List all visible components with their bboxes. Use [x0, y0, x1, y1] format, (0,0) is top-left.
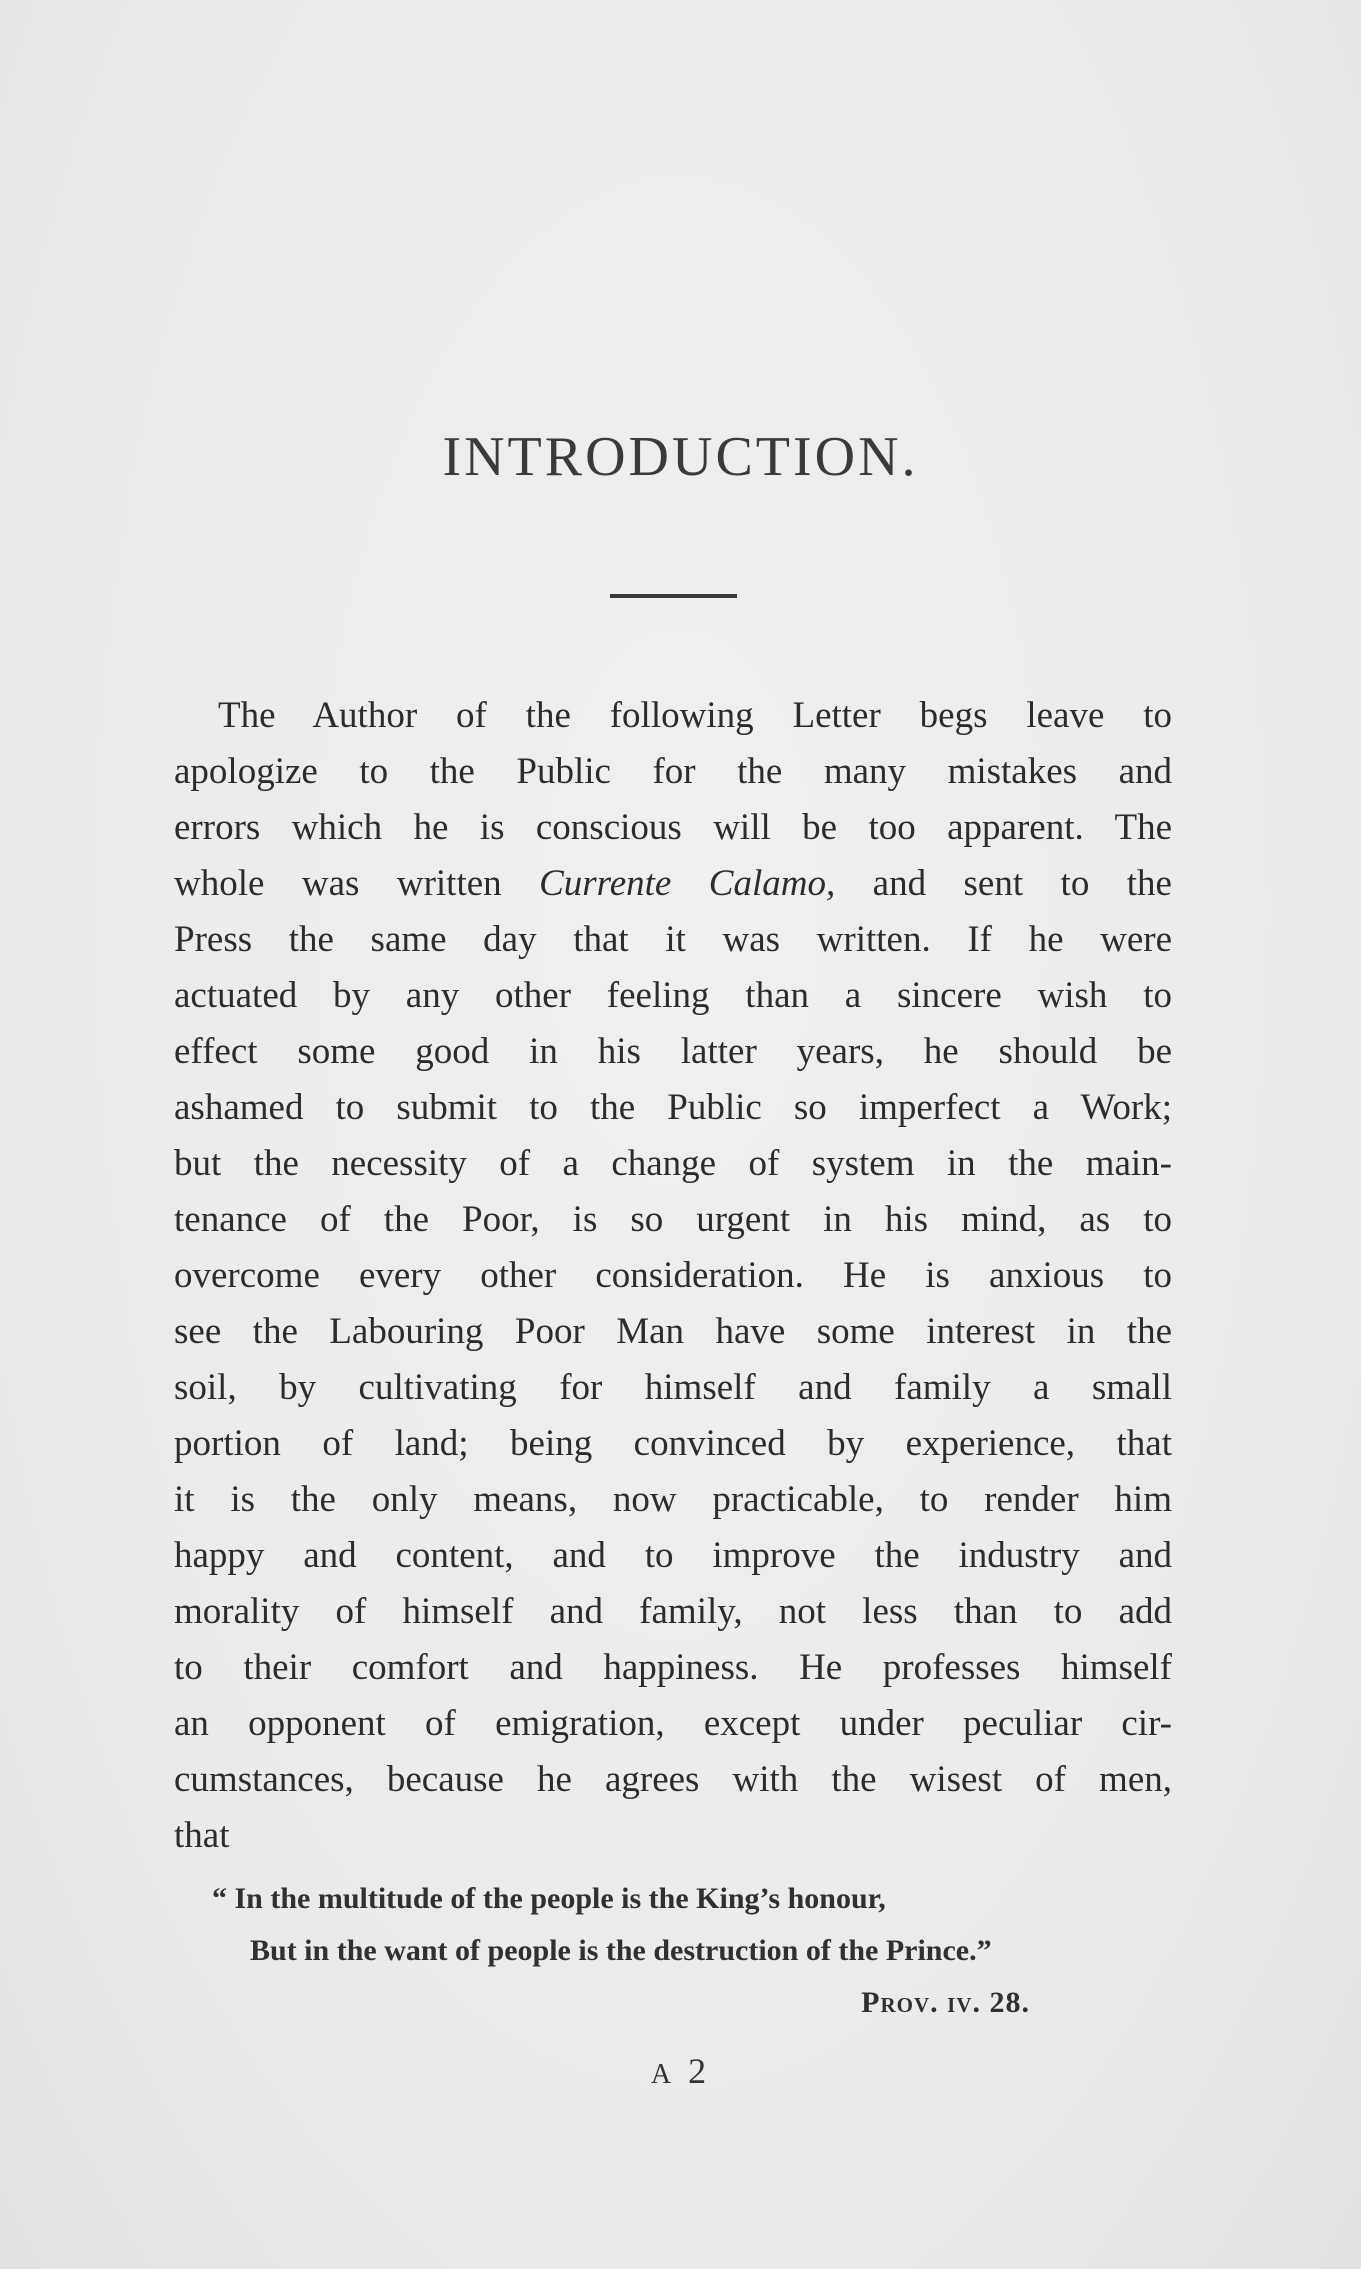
text-line: an opponent of emigration, except under peculiar cir- — [174, 1703, 1172, 1744]
text-line: but the necessity of a change of system in the main- — [174, 1143, 1172, 1184]
text-segment: whole was written — [174, 863, 540, 904]
quote-line: “ In the multitude of the people is the King’s honour, — [212, 1882, 886, 1915]
text-line: soil, by cultivating for himself and family a small — [174, 1367, 1172, 1408]
text-line: effect some good in his latter years, he should be — [174, 1031, 1172, 1072]
page-signature — [0, 2050, 1361, 2092]
text-segment: and sent to the — [835, 863, 1172, 904]
quote-line: But in the want of people is the destruction of the Prince.” — [250, 1934, 992, 1967]
text-line: to their comfort and happiness. He professes himself — [174, 1647, 1172, 1688]
text-line: errors which he is conscious will be too apparent. The — [174, 807, 1172, 848]
text-line: Press the same day that it was written. If he were — [174, 919, 1172, 960]
text-line: actuated by any other feeling than a sincere wish to — [174, 975, 1172, 1016]
text-line: The Author of the following Letter begs leave to — [218, 695, 1172, 736]
text-line: that — [174, 1815, 230, 1856]
text-line: tenance of the Poor, is so urgent in his mind, as to — [174, 1199, 1172, 1240]
page-title: INTRODUCTION. — [442, 426, 919, 488]
text-line: happy and content, and to improve the industry and — [174, 1535, 1172, 1576]
italic-phrase: Currente Calamo, — [539, 863, 836, 904]
title-rule — [610, 594, 737, 598]
text-line: see the Labouring Poor Man have some interest in the — [174, 1311, 1172, 1352]
text-line: cumstances, because he agrees with the wisest of men, — [174, 1759, 1172, 1800]
text-line: portion of land; being convinced by experience, that — [174, 1423, 1172, 1464]
text-line: it is the only means, now practicable, to render him — [174, 1479, 1172, 1520]
signature-number: 2 — [688, 2051, 711, 2091]
text-line — [174, 856, 1172, 912]
signature-letter: A — [650, 2059, 676, 2090]
introduction-paragraph — [174, 688, 1172, 1864]
text-line: apologize to the Public for the many mistakes and — [174, 751, 1172, 792]
quote-citation: Prov. iv. 28. — [861, 1986, 1030, 2019]
text-line: morality of himself and family, not less than to add — [174, 1591, 1172, 1632]
text-line: ashamed to submit to the Public so imperfect a Work; — [174, 1087, 1172, 1128]
text-line: overcome every other consideration. He is anxious to — [174, 1255, 1172, 1296]
scripture-quote — [212, 1873, 1132, 2029]
